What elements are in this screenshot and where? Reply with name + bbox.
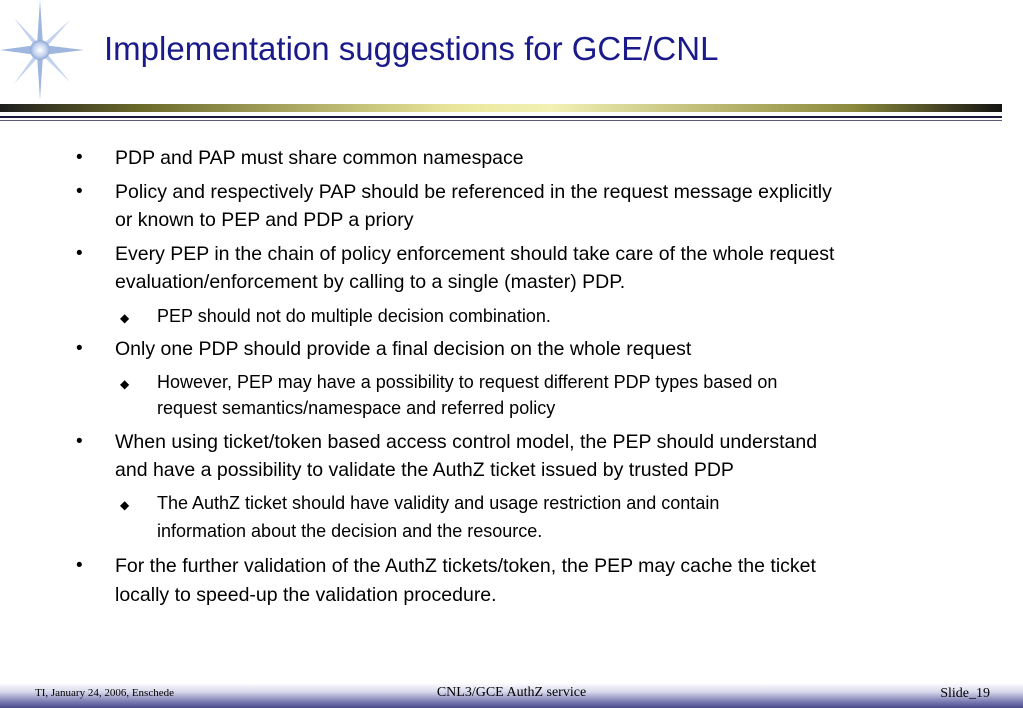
sub-bullet-text: request semantics/namespace and referred policy [157,398,556,418]
bullet-text: Only one PDP should provide a final decision on the whole request [115,338,692,360]
diamond-bullet-icon: ◆ [120,311,130,325]
slide-number: Slide_19 [940,686,990,701]
slide-title: Implementation suggestions for GCE/CNL [104,30,719,67]
bullet-text: locally to speed-up the validation procedure. [115,584,497,606]
bullet-text: Policy and respectively PAP should be referenced in the request message explicitly [115,181,832,203]
bullet-icon: • [76,147,83,168]
bullet-text: or known to PEP and PDP a priory [115,209,414,231]
bullet-text: When using ticket/token based access control model, the PEP should understand [115,431,818,453]
bullet-icon: • [76,243,83,264]
bullet-icon: • [76,555,83,576]
bullet-text: and have a possibility to validate the AuthZ ticket issued by trusted PDP [115,459,734,481]
footer-presentation-title: CNL3/GCE AuthZ service [436,685,587,700]
star-logo-icon [0,0,84,100]
bullet-text: For the further validation of the AuthZ tickets/token, the PEP may cache the ticket [115,555,816,577]
bullet-icon: • [76,181,83,202]
footer-date-location: TI, January 24, 2006, Enschede [35,687,174,699]
bullet-text: PDP and PAP must share common namespace [115,147,524,169]
divider-line [0,116,1002,118]
title-bar [0,104,1002,112]
bullet-icon: • [76,338,83,359]
sub-bullet-text: information about the decision and the resource. [157,521,543,541]
sub-bullet-text: PEP should not do multiple decision combination. [157,306,551,326]
sub-bullet-text: The AuthZ ticket should have validity and usage restriction and contain [157,493,720,513]
bullet-icon: • [76,431,83,452]
sub-bullet-text: However, PEP may have a possibility to request different PDP types based on [157,372,778,392]
diamond-bullet-icon: ◆ [120,498,130,512]
bullet-text: evaluation/enforcement by calling to a single (master) PDP. [115,271,626,293]
bullet-text: Every PEP in the chain of policy enforcement should take care of the whole request [115,243,835,265]
diamond-bullet-icon: ◆ [120,377,130,391]
divider-line-thin [0,120,1002,121]
